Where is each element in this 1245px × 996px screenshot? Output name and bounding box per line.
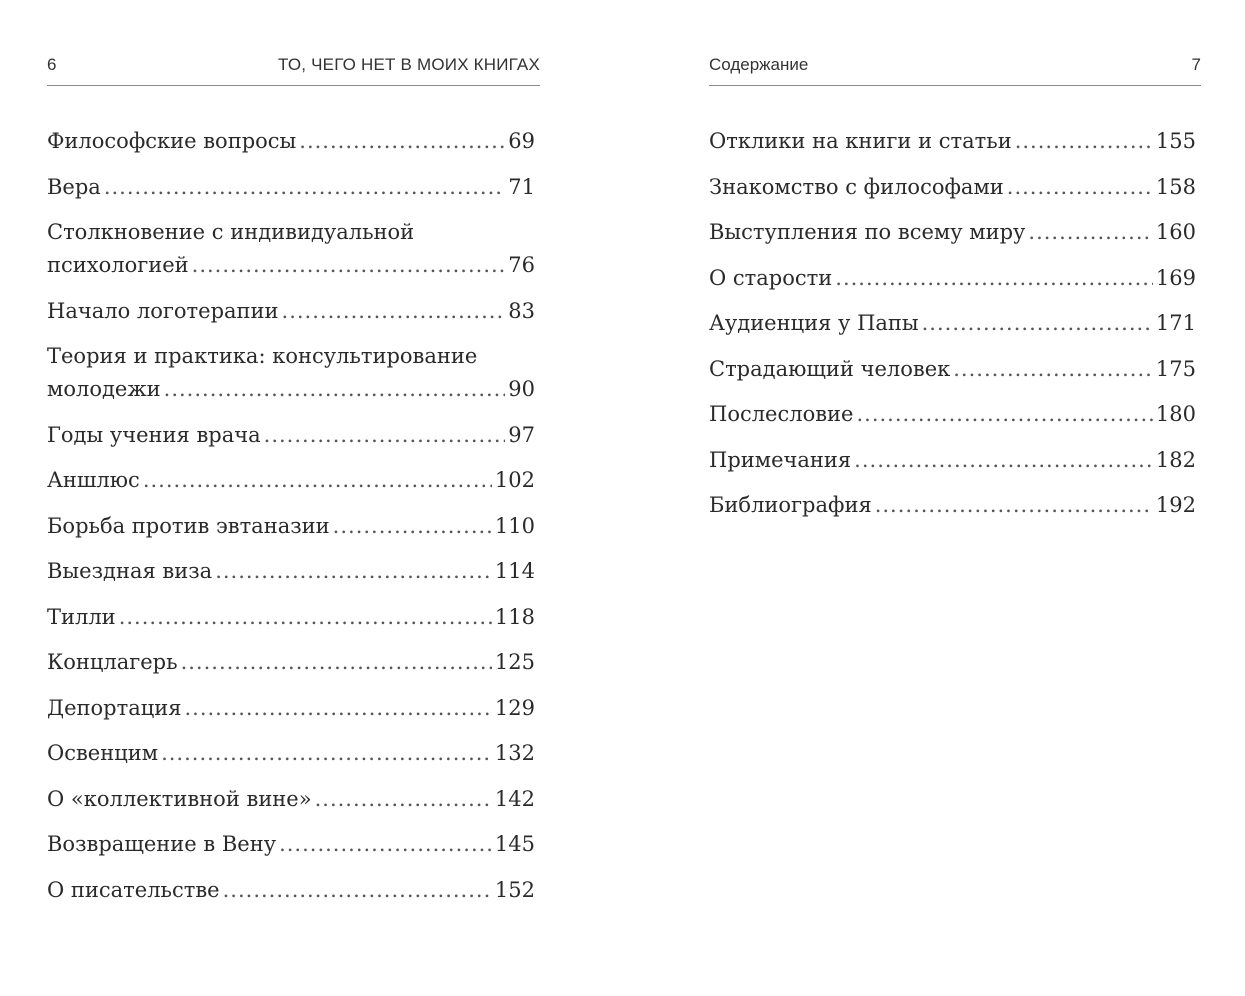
toc-entry-line [47, 601, 535, 634]
toc-page-number: 180 [1155, 402, 1196, 426]
toc-entry [47, 171, 535, 204]
toc-entry-line [47, 510, 535, 543]
right-page-header [709, 55, 1201, 86]
toc-entry [47, 340, 535, 406]
toc-entry-title: Начало логотерапии [47, 298, 279, 323]
left-running-title: ТО, ЧЕГО НЕТ В МОИХ КНИГАХ [278, 55, 540, 74]
toc-dot-leader [143, 464, 492, 497]
toc-page-number: 132 [494, 741, 535, 765]
toc-dot-leader [279, 828, 492, 861]
left-page [47, 0, 540, 996]
toc-page-number: 76 [508, 253, 535, 277]
toc-dot-leader [104, 171, 505, 204]
toc-entry-title: Тилли [47, 604, 116, 629]
toc-dot-leader [1015, 125, 1153, 158]
toc-entry-line [47, 295, 535, 328]
toc-entry [709, 125, 1196, 158]
toc-entry-title: Столкновение с индивидуальной [47, 220, 415, 244]
toc-entry-line [709, 216, 1196, 249]
toc-entry-line [47, 373, 535, 406]
toc-entry [47, 601, 535, 634]
toc-entry-line [47, 340, 535, 373]
toc-entry-title: Годы учения врача [47, 422, 261, 447]
toc-entry-title: О старости [709, 265, 833, 290]
toc-dot-leader [215, 555, 492, 588]
toc-entry-title: психологией [47, 253, 189, 277]
toc-page-number: 192 [1155, 493, 1196, 517]
toc-entry [47, 828, 535, 861]
toc-entry-line [47, 216, 535, 249]
right-toc-list [709, 125, 1196, 535]
toc-dot-leader [264, 419, 506, 452]
toc-page-number: 142 [494, 786, 535, 811]
toc-entry [709, 216, 1196, 249]
toc-entry-title: Примечания [709, 447, 852, 472]
toc-entry-line [47, 419, 535, 452]
toc-entry-line [47, 737, 535, 770]
toc-entry [47, 555, 535, 588]
toc-dot-leader [192, 249, 506, 282]
toc-dot-leader [1007, 171, 1153, 204]
toc-entry-title: Выступления по всему миру [709, 220, 1026, 244]
toc-page-number: 155 [1155, 129, 1196, 153]
toc-page-number: 102 [494, 468, 535, 492]
left-page-header [47, 55, 540, 86]
left-toc-list [47, 125, 535, 919]
toc-entry-title: Депортация [47, 695, 182, 720]
toc-dot-leader [282, 295, 506, 328]
toc-dot-leader [854, 444, 1153, 477]
toc-page-number: 118 [494, 604, 535, 629]
toc-entry-title: Борьба против эвтаназии [47, 513, 330, 538]
toc-entry [709, 489, 1196, 522]
toc-dot-leader [164, 373, 506, 406]
toc-entry-title: Концлагерь [47, 650, 178, 674]
toc-dot-leader [161, 737, 492, 770]
toc-entry-title: Теория и практика: консультирование [47, 344, 478, 368]
right-running-title: Содержание [709, 55, 809, 74]
toc-entry [47, 216, 535, 282]
toc-entry [47, 874, 535, 907]
toc-entry-line [47, 874, 535, 907]
toc-entry-title: Возвращение в Вену [47, 832, 277, 856]
toc-entry-line [709, 489, 1196, 522]
toc-dot-leader [333, 510, 492, 543]
toc-entry-title: Страдающий человек [709, 356, 951, 381]
toc-entry-line [709, 125, 1196, 158]
toc-entry [47, 464, 535, 497]
toc-entry [709, 307, 1196, 340]
toc-entry-line [47, 828, 535, 861]
toc-entry-title: Аншлюс [47, 468, 140, 492]
toc-entry-line [47, 464, 535, 497]
toc-page-number: 182 [1155, 447, 1196, 472]
toc-page-number: 69 [508, 129, 535, 153]
toc-entry-line [47, 555, 535, 588]
toc-entry [47, 646, 535, 679]
toc-entry-line [709, 444, 1196, 477]
toc-entry [47, 737, 535, 770]
toc-page-number: 90 [508, 377, 535, 401]
toc-dot-leader [299, 125, 505, 158]
toc-dot-leader [315, 783, 492, 816]
left-page-number: 6 [47, 55, 57, 74]
toc-entry-title: молодежи [47, 377, 161, 401]
toc-entry-title: Библиография [709, 493, 872, 517]
toc-entry-title: Философские вопросы [47, 129, 297, 153]
toc-entry [47, 125, 535, 158]
toc-entry [709, 171, 1196, 204]
toc-page-number: 97 [508, 422, 535, 447]
toc-entry-line [709, 398, 1196, 431]
toc-dot-leader [184, 692, 491, 725]
right-page [709, 0, 1201, 996]
toc-page-number: 110 [494, 513, 535, 538]
toc-page-number: 158 [1155, 174, 1196, 199]
toc-entry-title: Освенцим [47, 741, 159, 765]
toc-entry [709, 398, 1196, 431]
toc-entry-title: Послесловие [709, 402, 854, 426]
toc-entry-line [709, 307, 1196, 340]
toc-entry [47, 510, 535, 543]
toc-page-number: 175 [1155, 356, 1196, 381]
toc-entry [709, 444, 1196, 477]
toc-page-number: 83 [508, 298, 535, 323]
toc-entry-title: О «коллективной вине» [47, 786, 312, 811]
toc-page-number: 71 [508, 174, 535, 199]
toc-entry-line [709, 171, 1196, 204]
toc-entry-line [47, 783, 535, 816]
toc-dot-leader [1028, 216, 1153, 249]
toc-page-number: 160 [1155, 220, 1196, 244]
toc-page-number: 145 [494, 832, 535, 856]
toc-entry-line [709, 353, 1196, 386]
toc-entry-title: Аудиенция у Папы [709, 311, 919, 335]
toc-entry-title: Вера [47, 174, 101, 199]
right-page-number: 7 [1191, 55, 1201, 74]
toc-dot-leader [835, 262, 1153, 295]
toc-page-number: 129 [494, 695, 535, 720]
toc-entry [709, 262, 1196, 295]
toc-entry [47, 692, 535, 725]
toc-entry-title: Знакомство с философами [709, 174, 1004, 199]
toc-entry-line [47, 125, 535, 158]
toc-entry-title: Выездная виза [47, 559, 213, 583]
toc-entry [47, 419, 535, 452]
toc-page-number: 152 [494, 877, 535, 902]
toc-entry-line [47, 171, 535, 204]
toc-entry-line [709, 262, 1196, 295]
toc-dot-leader [119, 601, 492, 634]
toc-dot-leader [181, 646, 492, 679]
toc-dot-leader [875, 489, 1153, 522]
toc-dot-leader [922, 307, 1153, 340]
toc-entry-line [47, 692, 535, 725]
toc-page-number: 114 [494, 559, 535, 583]
toc-page-number: 125 [494, 650, 535, 674]
toc-entry-title: Отклики на книги и статьи [709, 129, 1012, 153]
toc-entry [47, 295, 535, 328]
toc-entry-line [47, 249, 535, 282]
toc-entry [47, 783, 535, 816]
toc-entry-title: О писательстве [47, 877, 220, 902]
toc-page-number: 169 [1155, 265, 1196, 290]
toc-dot-leader [856, 398, 1152, 431]
toc-entry-line [47, 646, 535, 679]
toc-entry [709, 353, 1196, 386]
toc-dot-leader [953, 353, 1153, 386]
toc-page-number: 171 [1155, 311, 1196, 335]
toc-dot-leader [223, 874, 492, 907]
